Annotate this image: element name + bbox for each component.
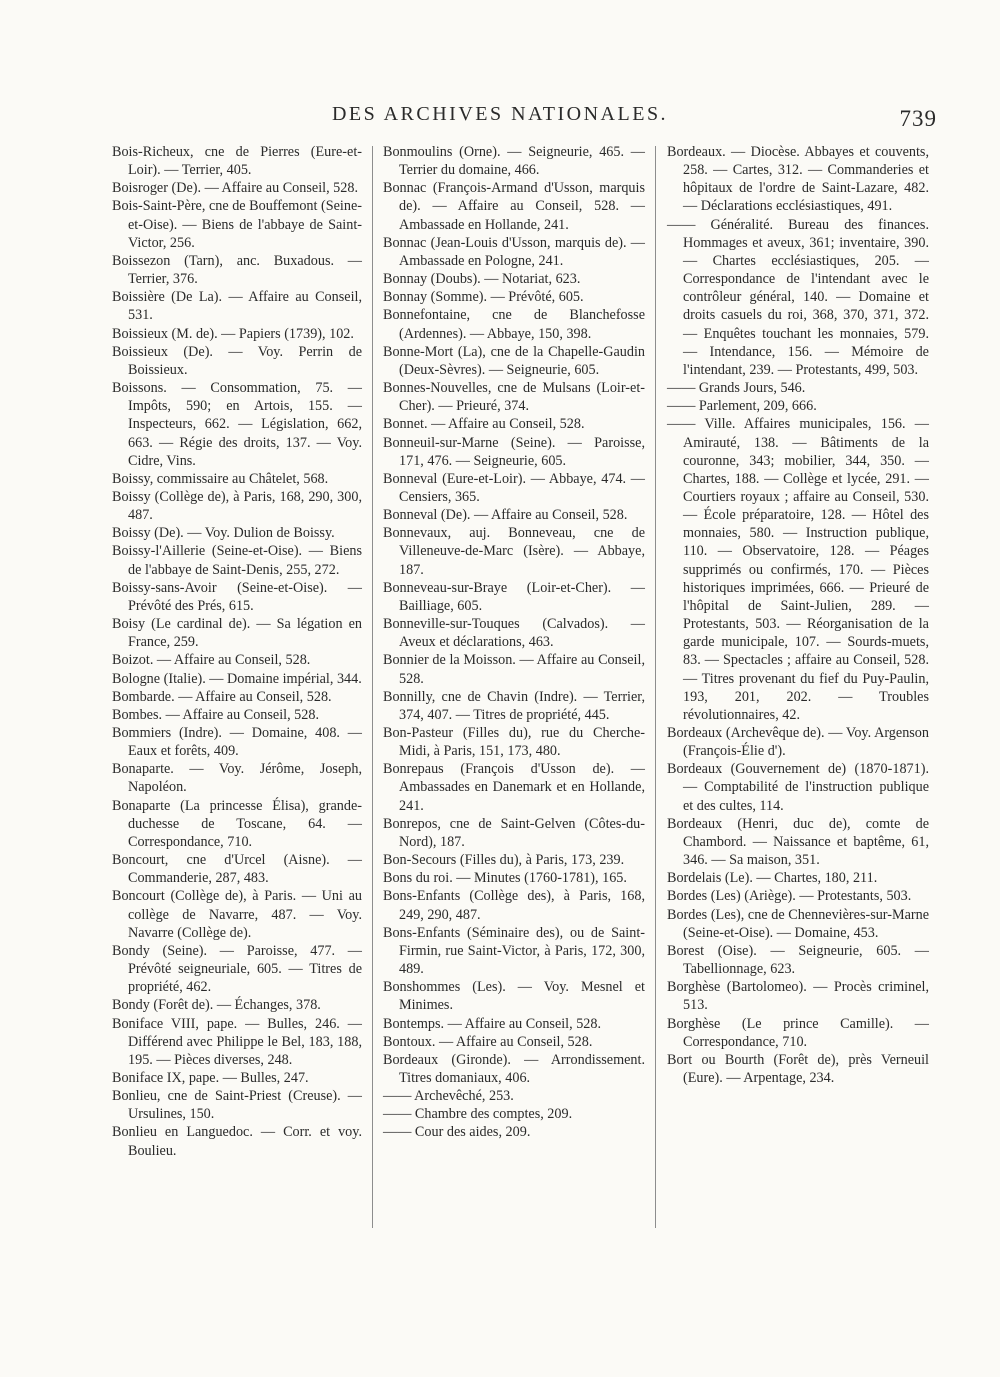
index-entry: Boissy-l'Aillerie (Seine-et-Oise). — Biens de l'abbaye de Saint-Denis, 255, 272. [112,543,362,578]
index-entry: Bordelais (Le). — Chartes, 180, 211. [667,870,878,887]
index-entry: Bonne-Mort (La), cne de la Chapelle-Gaudin (Deux-Sèvres). — Seigneurie, 605. [383,343,645,378]
index-entry: Bombes. — Affaire au Conseil, 528. [112,706,320,723]
index-entry: Bonaparte (La princesse Élisa), grande-duchesse de Toscane, 64. — Correspondance, 710. [112,797,362,850]
index-entry: Bonneveau-sur-Braye (Loir-et-Cher). — Bailliage, 605. [383,579,645,614]
index-entry: Bontoux. — Affaire au Conseil, 528. [383,1033,593,1050]
index-entry: Bordeaux (Henri, duc de), comte de Chambord. — Naissance et baptême, 61, 346. — Sa maison, 351. [667,815,929,869]
index-entry: Boissezon (Tarn), anc. Buxadous. — Terrier, 376. [112,252,362,288]
column-rule [372,146,373,1228]
index-entry: Bordeaux. — Diocèse. Abbayes et couvents, 258. — Cartes, 312. — Commanderies et hôpitaux de l'ordre de Saint-Lazare, 482. — Déclarations ecclésiastiques, 491. [667,144,929,215]
index-entry: Bonneville-sur-Touques (Calvados). — Aveux et déclarations, 463. [383,616,645,651]
index-entry: Bois-Saint-Père, cne de Bouffemont (Seine-et-Oise). — Biens de l'abbaye de Saint-Victor, 256. [112,198,362,251]
index-entry: Bonnay (Doubs). — Notariat, 623. [383,271,581,288]
index-entry: —— Chambre des comptes, 209. [383,1106,573,1123]
index-entry: —— Archevêché, 253. [383,1088,514,1105]
index-entry: Bordes (Les) (Ariège). — Protestants, 503. [667,888,912,905]
index-entry: Bort ou Bourth (Forêt de), près Verneuil (Eure). — Arpentage, 234. [667,1051,929,1086]
index-entry: Boisy (Le cardinal de). — Sa légation en France, 259. [112,616,362,651]
index-entry: Boissy-sans-Avoir (Seine-et-Oise). — Prévôté des Prés, 615. [112,579,362,614]
page-title: DES ARCHIVES NATIONALES. [331,103,669,125]
index-entry: Bondy (Forêt de). — Échanges, 378. [112,997,321,1014]
index-entry: Boissy (De). — Voy. Dulion de Boissy. [112,525,335,542]
index-entry: Bonrepos, cne de Saint-Gelven (Côtes-du-Nord), 187. [383,815,645,850]
index-entry: Bon-Secours (Filles du), à Paris, 173, 239. [383,852,625,869]
index-entry: Boissière (De La). — Affaire au Conseil, 531. [112,289,362,324]
index-entry: Bonnac (François-Armand d'Usson, marquis de). — Affaire au Conseil, 528. — Ambassade en Hollande, 241. [383,180,645,233]
index-entry: Bordes (Les), cne de Chennevières-sur-Marne (Seine-et-Oise). — Domaine, 453. [667,906,929,941]
index-entry: Bons-Enfants (Collège des), à Paris, 168, 249, 290, 487. [383,888,645,923]
index-entry: —— Parlement, 209, 666. [667,398,817,415]
index-column-2 [383,143,645,1142]
index-entry: Bonshommes (Les). — Voy. Mesnel et Minimes. [383,979,645,1014]
index-entry: Bonnac (Jean-Louis d'Usson, marquis de). — Ambassade en Pologne, 241. [383,234,645,269]
index-entry: Bontemps. — Affaire au Conseil, 528. [383,1015,602,1032]
index-entry: Boissy, commissaire au Châtelet, 568. [112,470,329,487]
index-entry: Bonnay (Somme). — Prévôté, 605. [383,289,584,306]
index-column-1 [112,143,362,1160]
index-entry: Boissieux (M. de). — Papiers (1739), 102. [112,325,354,342]
index-entry: Bonnevaux, auj. Bonneveau, cne de Villeneuve-de-Marc (Isère). — Abbaye, 187. [383,525,645,578]
index-entry: Boissy (Collège de), à Paris, 168, 290, 300, 487. [112,488,362,524]
index-entry: Bonnes-Nouvelles, cne de Mulsans (Loir-et-Cher). — Prieuré, 374. [383,380,645,415]
index-entry: Boissons. — Consommation, 75. — Impôts, 590; en Artois, 155. — Inspecteurs, 662. — Législation, 662, 663. — Régie des droits, 137. — Voy. Cidre, Vins. [112,380,362,469]
index-entry: Boniface VIII, pape. — Bulles, 246. — Différend avec Philippe le Bel, 183, 188, 195. — Pièces diverses, 248. [112,1015,362,1068]
index-entry: Bondy (Seine). — Paroisse, 477. — Prévôté seigneuriale, 605. — Titres de propriété, 462. [112,942,362,996]
index-entry: —— Cour des aides, 209. [383,1124,531,1141]
index-column-3 [667,143,929,1087]
index-entry: Bordeaux (Archevêque de). — Voy. Argenson (François-Élie d'). [667,725,929,760]
index-entry: Bordeaux (Gouvernement de) (1870-1871). — Comptabilité de l'instruction publique et des cultes, 114. [667,761,929,814]
index-entry: Bombarde. — Affaire au Conseil, 528. [112,688,332,705]
index-entry: Bonnet. — Affaire au Conseil, 528. [383,416,585,433]
index-entry: Bons-Enfants (Séminaire des), ou de Saint-Firmin, rue Saint-Victor, à Paris, 172, 300, 489. [383,924,645,978]
index-entry: Bons du roi. — Minutes (1760-1781), 165. [383,870,627,887]
index-entry: Bonmoulins (Orne). — Seigneurie, 465. — Terrier du domaine, 466. [383,144,645,179]
index-entry: Bonrepaus (François d'Usson de). — Ambassades en Danemark et en Hollande, 241. [383,761,645,814]
index-entry: Bonlieu, cne de Saint-Priest (Creuse). — Ursulines, 150. [112,1088,362,1123]
column-rule [655,146,656,1228]
index-entry: Bonnefontaine, cne de Blanchefosse (Ardennes). — Abbaye, 150, 398. [383,307,645,342]
index-entry: Bonneval (Eure-et-Loir). — Abbaye, 474. — Censiers, 365. [383,470,645,505]
index-entry: Boissieux (De). — Voy. Perrin de Boissieux. [112,343,362,378]
index-entry: Boniface IX, pape. — Bulles, 247. [112,1069,309,1086]
index-entry: Bois-Richeux, cne de Pierres (Eure-et-Loir). — Terrier, 405. [112,144,362,179]
index-entry: —— Ville. Affaires municipales, 156. — Amirauté, 138. — Bâtiments de la couronne, 343; mobilier, 344, 350. — Chartes, 188. — Collège et lycée, 291. — Courtiers royaux ; affaire au Conseil, 530. — École préparatoire, 128. — Hôtel des monnaies, 580. — Instruction publique, 110. — Observatoire, 128. — Péages supprimés ou confirmés, 170. — Pièces historiques imprimées, 666. — Prieuré de l'hôpital de Saint-Julien, 289. — Protestants, 503. — Réorganisation de la garde municipale, 107. — Sourds-muets, 83. — Spectacles ; affaire au Conseil, 528. — Titres provenant du fief du Puy-Paulin, 193, 201, 202. — Troubles révolutionnaires, 42. [667,416,929,723]
index-entry: Bonneval (De). — Affaire au Conseil, 528. [383,507,628,524]
index-entry: Borghèse (Bartolomeo). — Procès criminel, 513. [667,979,929,1014]
index-entry: Boisroger (De). — Affaire au Conseil, 528. [112,180,358,197]
index-entry: —— Généralité. Bureau des finances. Hommages et aveux, 361; inventaire, 390. — Chartes ecclésiastiques, 205. — Correspondance de l'intendant avec le contrôleur général, 140. — Domaine et droits casuels du roi, 368, 370, 371, 372. — Enquêtes touchant les monnaies, 579. — Intendance, 156. — Mémoire de l'intendant, 239. — Protestants, 499, 503. [667,216,929,378]
index-entry: Bonnilly, cne de Chavin (Indre). — Terrier, 374, 407. — Titres de propriété, 445. [383,688,645,723]
index-entry: Bonneuil-sur-Marne (Seine). — Paroisse, 171, 476. — Seigneurie, 605. [383,434,645,469]
index-entry: Bologne (Italie). — Domaine impérial, 344. [112,670,362,687]
index-entry: —— Grands Jours, 546. [667,380,806,397]
index-entry: Bonlieu en Languedoc. — Corr. et voy. Boulieu. [112,1124,362,1159]
index-entry: Boncourt (Collège de), à Paris. — Uni au collège de Navarre, 487. — Voy. Navarre (Collège de). [112,888,362,941]
page-number: 739 [899,106,937,131]
index-entry: Bordeaux (Gironde). — Arrondissement. Titres domaniaux, 406. [383,1051,645,1086]
index-entry: Borghèse (Le prince Camille). — Correspondance, 710. [667,1015,929,1050]
index-entry: Bommiers (Indre). — Domaine, 408. — Eaux et forêts, 409. [112,725,362,760]
index-entry: Bon-Pasteur (Filles du), rue du Cherche-Midi, à Paris, 151, 173, 480. [383,725,645,760]
index-entry: Bonnier de la Moisson. — Affaire au Conseil, 528. [383,652,645,687]
index-entry: Boizot. — Affaire au Conseil, 528. [112,652,311,669]
index-entry: Borest (Oise). — Seigneurie, 605. — Tabellionnage, 623. [667,942,929,978]
index-entry: Boncourt, cne d'Urcel (Aisne). — Commanderie, 287, 483. [112,852,362,887]
index-entry: Bonaparte. — Voy. Jérôme, Joseph, Napoléon. [112,761,362,796]
